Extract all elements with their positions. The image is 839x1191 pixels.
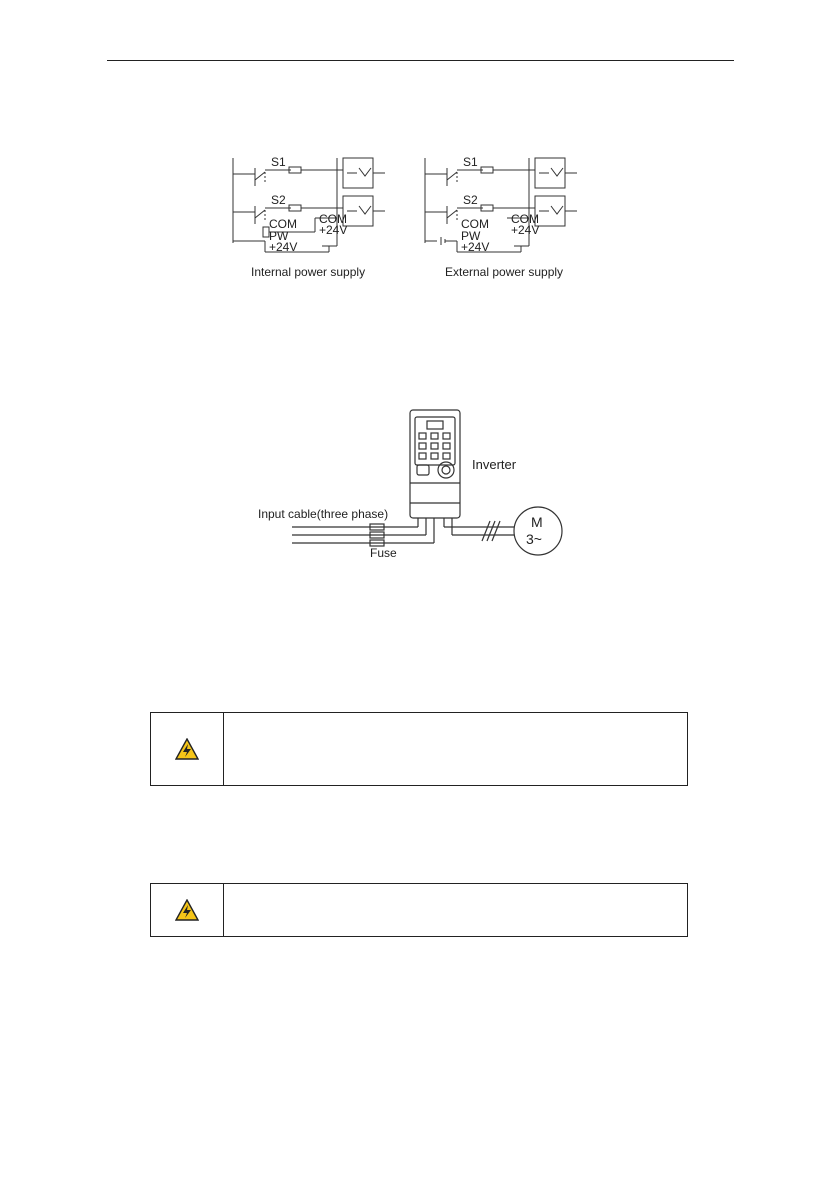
label-com2-right: COM <box>511 212 539 226</box>
warning-box-1 <box>150 712 688 786</box>
motor-label-phase: 3~ <box>526 531 542 547</box>
warning-box-2 <box>150 883 688 937</box>
high-voltage-warning-icon <box>175 899 199 921</box>
warning-icon-cell <box>151 884 224 936</box>
label-s1-right: S1 <box>463 155 478 169</box>
header-rule <box>107 60 734 61</box>
inverter-label: Inverter <box>472 457 517 472</box>
label-pw-left: PW <box>269 229 289 243</box>
label-com-left: COM <box>269 217 297 231</box>
motor-label-m: M <box>531 514 543 530</box>
label-24v2-right: +24V <box>511 223 540 237</box>
warning-text-2 <box>224 884 687 936</box>
warning-text-1 <box>224 713 687 785</box>
label-24v2-left: +24V <box>319 223 348 237</box>
label-pw-right: PW <box>461 229 481 243</box>
label-com2-left: COM <box>319 212 347 226</box>
fuse-label: Fuse <box>370 546 397 560</box>
label-s2-left: S2 <box>271 193 286 207</box>
label-s1-left: S1 <box>271 155 286 169</box>
warning-icon-cell <box>151 713 224 785</box>
caption-internal: Internal power supply <box>251 265 366 279</box>
power-supply-figure <box>225 148 595 293</box>
label-24v-left: +24V <box>269 240 298 254</box>
label-24v-right: +24V <box>461 240 490 254</box>
input-cable-label: Input cable(three phase) <box>258 507 389 521</box>
label-com-right: COM <box>461 217 489 231</box>
caption-external: External power supply <box>445 265 564 279</box>
inverter-wiring-figure <box>250 405 590 570</box>
label-s2-right: S2 <box>463 193 478 207</box>
high-voltage-warning-icon <box>175 738 199 760</box>
